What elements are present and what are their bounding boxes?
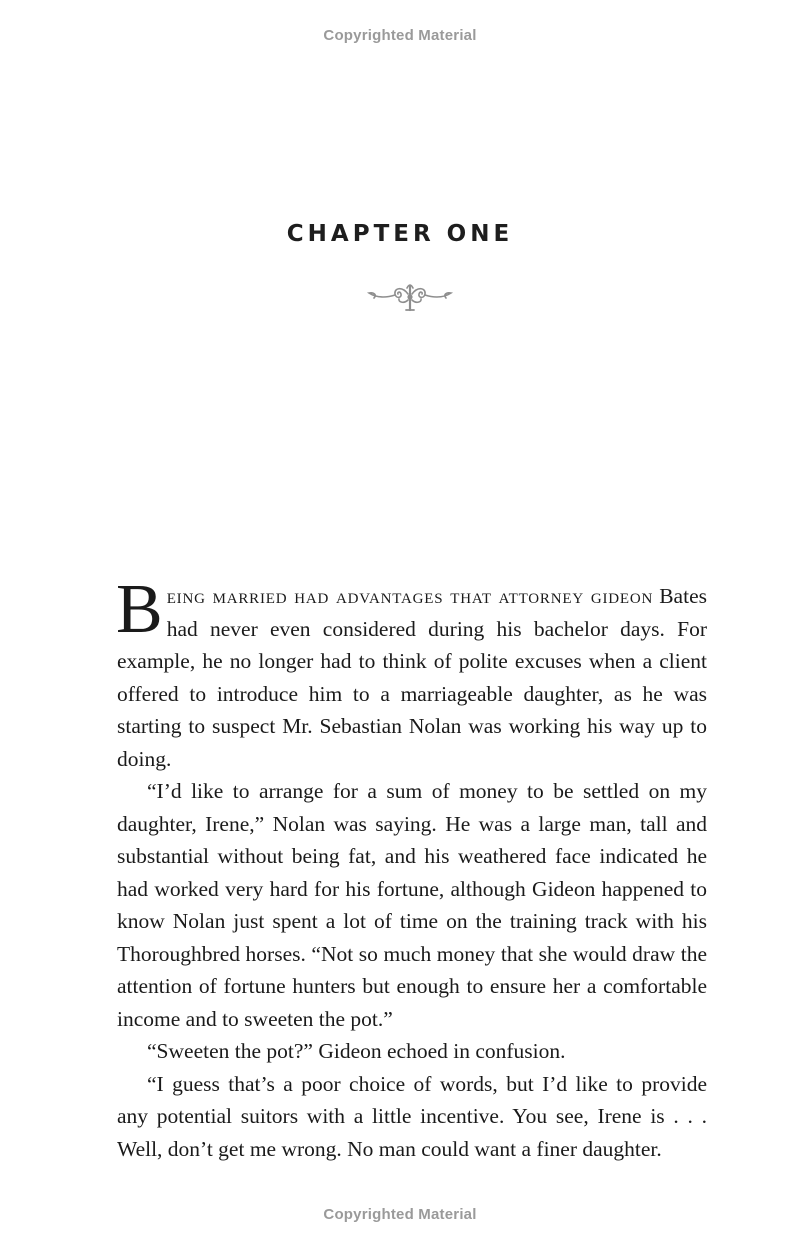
drop-cap: B: [116, 571, 163, 648]
paragraph-1-text: Bates had never even considered during his bachelor days. For example, he no longer had to think of polite excuses when a client offered to introduce him to a marriageable daughter, as he was starting to suspect Mr. Sebastian Nolan was working his way up to doing.: [117, 584, 707, 771]
chapter-body: [116, 571, 707, 1165]
watermark-bottom: Copyrighted Material: [323, 1206, 477, 1223]
paragraph-4: “I guess that’s a poor choice of words, but I’d like to provide any potential suitors with a little incentive. You see, Irene is . . . Well, don’t get me wrong. No man could want a finer daughter.: [117, 1071, 707, 1161]
paragraph-1: [116, 571, 707, 775]
paragraph-2: “I’d like to arrange for a sum of money to be settled on my daughter, Irene,” Nolan was saying. He was a large man, tall and substantial without being fat, and his weathered face indicated he had worked very hard for his fortune, although Gideon happened to know Nolan just spent a lot of time on the training track with his Thoroughbred horses. “Not so much money that she would draw the attention of fortune hunters but enough to ensure her a comfortable income and to sweeten the pot.”: [117, 779, 707, 1031]
paragraph-3: “Sweeten the pot?” Gideon echoed in confusion.: [147, 1039, 566, 1063]
lead-in-text: eing married had advantages that attorney gideon: [166, 584, 654, 608]
fleuron-ornament-icon: [364, 280, 456, 314]
watermark-top: Copyrighted Material: [323, 27, 477, 44]
chapter-title: CHAPTER ONE: [286, 221, 514, 247]
